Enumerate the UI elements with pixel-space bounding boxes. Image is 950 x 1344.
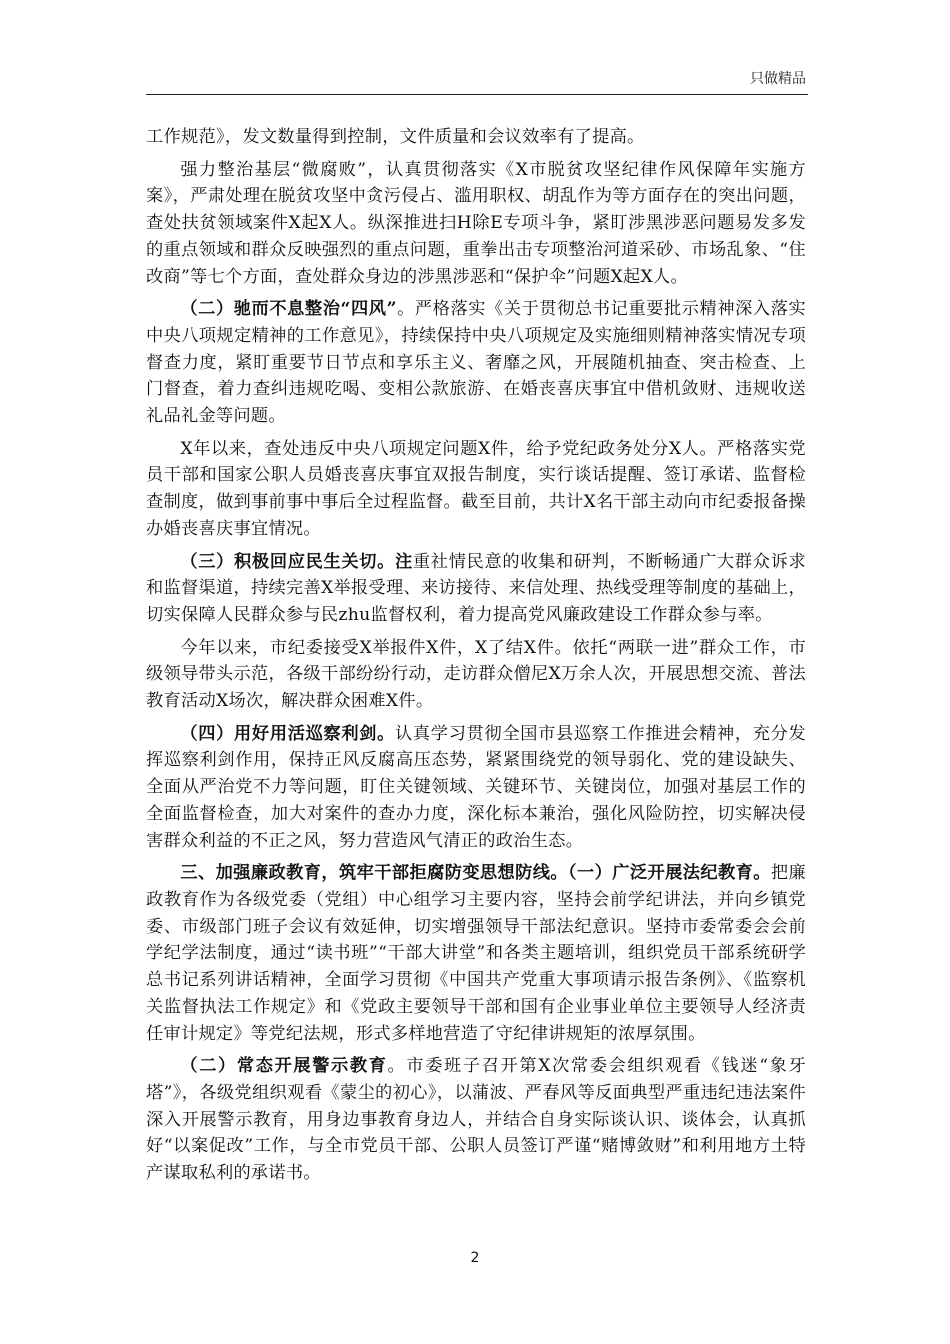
paragraph-9 — [146, 1053, 806, 1187]
paragraph-2 — [146, 157, 806, 291]
page-header: 只做精品 — [750, 71, 806, 87]
section-heading: （二）常态开展警示教育 — [180, 1056, 388, 1077]
page-number: 2 — [470, 1250, 480, 1266]
paragraph-text: 今年以来，市纪委接受X举报件X件，X了结X件。依托“两联一进”群众工作，市级领导带头示范，各级干部纷纷行动，走访群众僧尼X万余人次，开展思想交流、普法教育活动X场次，解决群众困难X件。 — [146, 637, 806, 712]
paragraph-4 — [146, 436, 806, 543]
section-heading: （二）驰而不息整治“四风” — [180, 299, 397, 320]
section-heading: （三）积极回应民生关切。注 — [180, 551, 413, 572]
section-heading: （四）用好用活巡察利剑。 — [180, 723, 396, 744]
paragraph-text: 把廉政教育作为各级党委（党组）中心组学习主要内容，坚持会前学纪讲法，并向乡镇党委、市级部门班子会议有效延伸，切实增强领导干部法纪意识。坚持市委常委会会前学纪学法制度，通过“读书班”“干部大讲堂”和各类主题培训，组织党员干部系统研学总书记系列讲话精神，全面学习贯彻《中国共产党重大事项请示报告条例》、《监察机关监督执法工作规定》和《党政主要领导干部和国有企业事业单位主要领导人经济责任审计规定》等党纪法规，形式多样地营造了守纪律讲规矩的浓厚氛围。 — [146, 863, 806, 1044]
paragraph-8 — [146, 860, 806, 1047]
paragraph-text: 。市委班子召开第X次常委会组织观看《钱迷“象牙塔”》，各级党组织观看《蒙尘的初心》，以蒲波、严春风等反面典型严重违纪违法案件深入开展警示教育，用身边事教育身边人，并结合自身实际谈认识、谈体会，认真抓好“以案促改”工作，与全市党员干部、公职人员签订严谨“赌博敛财”和利用地方土特产谋取私利的承诺书。 — [146, 1056, 806, 1184]
paragraph-text: 重社情民意的收集和研判，不断畅通广大群众诉求和监督渠道，持续完善X举报受理、来访接待、来信处理、热线受理等制度的基础上，切实保障人民群众参与民zhu监督权利，着力提高党风廉政建设工作群众参与率。 — [146, 551, 806, 625]
paragraph-text: 。严格落实《关于贯彻总书记重要批示精神深入落实中央八项规定精神的工作意见》，持续保持中央八项规定及实施细则精神落实情况专项督查力度，紧盯重要节日节点和享乐主义、奢靡之风，开展随机抽查、突击检查、上门督查，着力查纠违规吃喝、变相公款旅游、在婚丧喜庆事宜中借机敛财、违规收送礼品礼金等问题。 — [146, 299, 806, 427]
paragraph-text: 工作规范》，发文数量得到控制，文件质量和会议效率有了提高。 — [146, 127, 645, 147]
paragraph-7 — [146, 721, 806, 855]
paragraph-5 — [146, 549, 806, 629]
section-heading: 三、加强廉政教育，筑牢干部拒腐防变思想防线。（一）广泛开展法纪教育。 — [180, 863, 771, 884]
document-body — [146, 124, 806, 1193]
paragraph-1 — [146, 124, 806, 151]
paragraph-text: X年以来，查处违反中央八项规定问题X件，给予党纪政务处分X人。严格落实党员干部和国家公职人员婚丧喜庆事宜双报告制度，实行谈话提醒、签订承诺、监督检查制度，做到事前事中事后全过程监督。截至目前，共计X名干部主动向市纪委报备操办婚丧喜庆事宜情况。 — [146, 438, 806, 539]
header-divider — [146, 94, 808, 95]
paragraph-3 — [146, 296, 806, 430]
paragraph-6 — [146, 635, 806, 715]
paragraph-text: 认真学习贯彻全国市县巡察工作推进会精神，充分发挥巡察利剑作用，保持正风反腐高压态势，紧紧围绕党的领导弱化、党的建设缺失、全面从严治党不力等问题，盯住关键领域、关键环节、关键岗位，加强对基层工作的全面监督检查，加大对案件的查办力度，深化标本兼治，强化风险防控，切实解决侵害群众利益的不正之风，努力营造风气清正的政治生态。 — [146, 723, 807, 851]
paragraph-text: 强力整治基层“微腐败”，认真贯彻落实《X市脱贫攻坚纪律作风保障年实施方案》，严肃处理在脱贫攻坚中贪污侵占、滥用职权、胡乱作为等方面存在的突出问题，查处扶贫领域案件X起X人。纵深推进扫H除E专项斗争，紧盯涉黑涉恶问题易发多发的重点领域和群众反映强烈的重点问题，重拳出击专项整治河道采砂、市场乱象、“住改商”等七个方面，查处群众身边的涉黑涉恶和“保护伞”问题X起X人。 — [146, 159, 806, 287]
